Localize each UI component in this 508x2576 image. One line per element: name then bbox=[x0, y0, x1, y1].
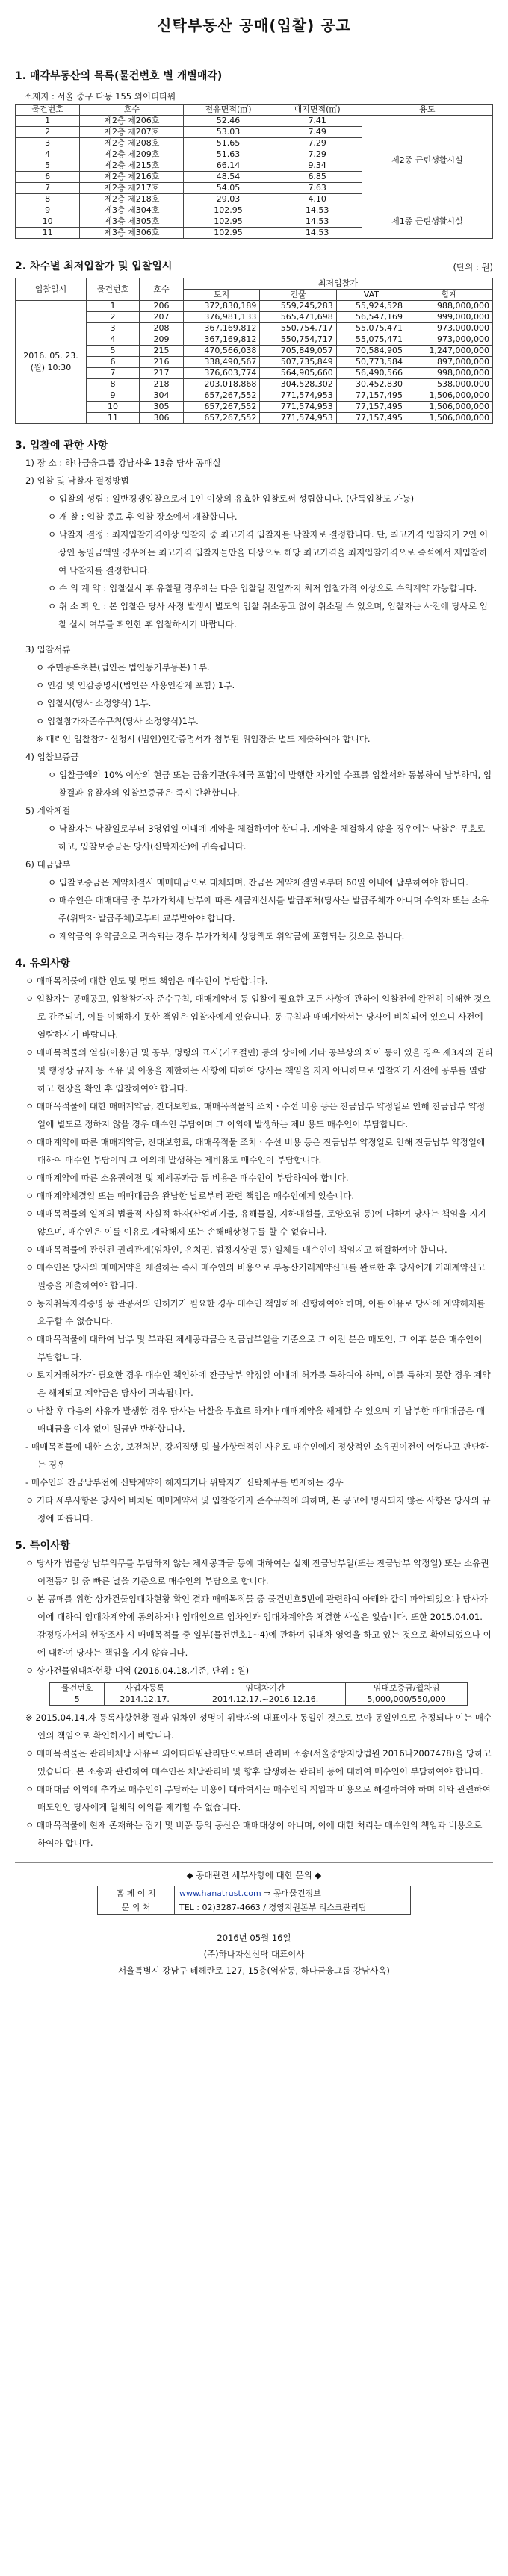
table-cell: 215 bbox=[140, 346, 184, 357]
notice-item: ㅇ 낙찰 후 다음의 사유가 발생할 경우 당사는 낙찰을 무효로 하거나 매매계약을 해제할 수 있으며 기 납부한 매매대금은 매매대금을 이자 없이 원금만 반환합니다. bbox=[25, 1406, 486, 1434]
table-header-cell: 대지면적(㎡) bbox=[273, 105, 362, 116]
notice-item: ㅇ 매매목적물에 대한 인도 및 명도 책임은 매수인이 부담합니다. bbox=[25, 976, 268, 986]
use-cell: 제1종 근린생활시설 bbox=[362, 205, 492, 239]
text-line: ㅇ 수 의 계 약 : 입찰실시 후 유찰될 경우에는 다음 입찰일 전일까지 최저 입찰가격 이상으로 수의계약 가능합니다. bbox=[48, 583, 477, 593]
text-line: ㅇ 낙찰자 결정 : 최저입찰가격이상 입찰자 중 최고가격 입찰자를 낙찰자로 결정합니다. 단, 최고가격 입찰자가 2인 이상인 동일금액일 경우에는 최고가격 입찰자들만을 대상으로 해당 최고가격을 최저입찰가격으로 즉석에서 재입찰하여 낙찰자를 결정합니다. bbox=[48, 529, 489, 576]
lease-header-cell: 물건번호 bbox=[50, 1683, 105, 1694]
notice-item: ㅇ 농지취득자격증명 등 관공서의 인허가가 필요한 경우 매수인 책임하에 진행하여야 하며, 이를 이유로 당사에 계약해제를 요구할 수 없습니다. bbox=[25, 1298, 486, 1326]
section-3-body bbox=[15, 454, 493, 945]
special-item: ㅇ 매매목적물은 관리비체납 사유로 외이티타워관리단으로부터 관리비 소송(서울중앙지방법원 2016나2007478)을 당하고 있습니다. 본 소송과 관련하여 매수인은 체납관리비 및 향후 발생하는 관리비 등에 대하여 매수인이 부담하여야 합니다. bbox=[25, 1748, 492, 1777]
table-cell: 657,267,552 bbox=[184, 413, 260, 424]
header-bldg: 건물 bbox=[260, 290, 336, 301]
table-row bbox=[16, 334, 493, 346]
homepage-link[interactable]: www.hanatrust.com bbox=[179, 1889, 261, 1898]
table-cell: 897,000,000 bbox=[406, 357, 493, 368]
table-cell: 제2층 제208호 bbox=[80, 138, 184, 149]
header-date: 입찰일시 bbox=[16, 278, 87, 301]
contact-value: TEL : 02)3287-4663 / 경영지원본부 리스크관리팀 bbox=[175, 1900, 411, 1915]
table-cell: 1,247,000,000 bbox=[406, 346, 493, 357]
table-cell: 102.95 bbox=[184, 228, 273, 239]
table-cell: 3 bbox=[87, 323, 140, 334]
table-cell: 218 bbox=[140, 379, 184, 390]
notice-item: ㅇ 매매계약체결일 또는 매매대금을 완납한 날로부터 관련 책임은 매수인에게 있습니다. bbox=[25, 1191, 355, 1201]
unit-label: (단위 : 원) bbox=[453, 262, 493, 272]
table-cell: 4 bbox=[87, 334, 140, 346]
table-cell: 207 bbox=[140, 312, 184, 323]
table-cell: 657,267,552 bbox=[184, 390, 260, 402]
section-3-heading: 3. 입찰에 관한 사항 bbox=[15, 440, 108, 452]
table-cell: 376,981,133 bbox=[184, 312, 260, 323]
special-item: ㅇ 본 공매를 위한 상가건물임대차현황 확인 결과 매매목적물 중 물건번호5번에 관련하여 아래와 같이 파악되었으나 당사가 이에 대하여 임대차계약에 동의하거나 임대인으로 임차인과 임대차계약을 체결한 사실은 없습니다. 또한 2015.04.01. 감정평가서의 현장조사 시 매매목적물 중 일부(물건번호1~4)에 관하여 임대차 영업을 하고 있는 것으로 확인되었으나 이에 대하여 당사는 책임을 지지 않습니다. bbox=[25, 1594, 492, 1658]
table-cell: 66.14 bbox=[184, 160, 273, 172]
table-cell: 30,452,830 bbox=[336, 379, 406, 390]
lease-cell: 5 bbox=[50, 1694, 105, 1706]
table-cell: 507,735,849 bbox=[260, 357, 336, 368]
table-row bbox=[16, 402, 493, 413]
table-row bbox=[16, 312, 493, 323]
text-line: ㅇ 입찰서(당사 소정양식) 1부. bbox=[36, 698, 152, 708]
table-cell: 559,245,283 bbox=[260, 301, 336, 312]
table-cell: 56,490,566 bbox=[336, 368, 406, 379]
table-cell: 3 bbox=[16, 138, 80, 149]
notice-item: ㅇ 매매계약에 따른 소유권이전 및 제세공과금 등 비용은 매수인이 부담하여야 합니다. bbox=[25, 1173, 349, 1183]
table-cell: 제3층 제305호 bbox=[80, 216, 184, 228]
table-cell: 55,075,471 bbox=[336, 323, 406, 334]
table-cell: 51.65 bbox=[184, 138, 273, 149]
table-cell: 4 bbox=[16, 149, 80, 160]
table-cell: 999,000,000 bbox=[406, 312, 493, 323]
table-cell: 988,000,000 bbox=[406, 301, 493, 312]
table-cell: 제3층 제304호 bbox=[80, 205, 184, 216]
table-cell: 55,075,471 bbox=[336, 334, 406, 346]
notice-item: ㅇ 매매목적물의 열실(이용)권 및 공부, 명령의 표시(기조절면) 등의 상이에 기타 공부상의 차이 등이 있을 경우 제3자의 권리 및 행정상 규제 등 소유 및 이용을 제한하는 사항에 대하여 당사는 책임을 지지 아니하므로 입찰자가 사전에 공부를 열람하고 현장을 확인 후 입찰하여야 합니다. bbox=[25, 1047, 493, 1094]
section-4-body bbox=[15, 972, 493, 1527]
table-cell: 제2층 제209호 bbox=[80, 149, 184, 160]
text-line: ※ 대리인 입찰참가 신청시 (법인)인감증명서가 첨부된 위임장을 별도 제출하여야 합니다. bbox=[36, 734, 371, 744]
table-header-cell: 물건번호 bbox=[16, 105, 80, 116]
special-item: ※ 2015.04.14.자 등록사항현황 결과 임차인 성명이 위탁자의 대표이사 동일인 것으로 보아 동일인으로 추정되나 이는 매수인의 책임으로 확인하시기 바랍니다. bbox=[25, 1712, 492, 1741]
table-cell: 102.95 bbox=[184, 205, 273, 216]
table-cell: 306 bbox=[140, 413, 184, 424]
table-cell: 102.95 bbox=[184, 216, 273, 228]
table-cell: 7.29 bbox=[273, 138, 362, 149]
notice-item: - 매매목적물에 대한 소송, 보전처분, 강제집행 및 불가항력적인 사유로 매수인에게 정상적인 소유권이전이 어렵다고 판단하는 경우 bbox=[25, 1441, 489, 1470]
text-line: ㅇ 계약금의 위약금으로 귀속되는 경우 부가가치세 상당액도 위약금에 포함되는 것으로 봅니다. bbox=[48, 931, 405, 941]
table-cell: 10 bbox=[16, 216, 80, 228]
table-cell: 11 bbox=[87, 413, 140, 424]
table-cell: 1 bbox=[87, 301, 140, 312]
company-name: (주)하나자산신탁 대표이사 bbox=[203, 1949, 305, 1959]
notice-item: ㅇ 매매목적물에 대하여 납부 및 부과된 제세공과금은 잔금납부일을 기준으로 그 이전 분은 매도인, 그 이후 분은 매수인이 부담합니다. bbox=[25, 1334, 483, 1362]
special-item: ㅇ 매매대금 이외에 추가로 매수인이 부담하는 비용에 대하여서는 매수인의 책임과 비용으로 해결하여야 하며 이와 관련하여 매도인인 당사에게 일체의 이의를 제기할 수 없습니다. bbox=[25, 1784, 491, 1812]
table-cell: 9 bbox=[16, 205, 80, 216]
table-cell: 14.53 bbox=[273, 205, 362, 216]
table-cell: 538,000,000 bbox=[406, 379, 493, 390]
contact-label: 문 의 처 bbox=[98, 1900, 175, 1915]
table-row bbox=[16, 346, 493, 357]
table-cell: 7.49 bbox=[273, 127, 362, 138]
table-cell: 771,574,953 bbox=[260, 402, 336, 413]
table-cell: 제2층 제216호 bbox=[80, 172, 184, 183]
notice-item: ㅇ 입찰자는 공매공고, 입찰참가자 준수규칙, 매매계약서 등 입찰에 필요한 모든 사항에 관하여 입찰전에 완전히 이해한 것으로 간주되며, 이를 이해하지 못한 책임은 입찰자에게 있습니다. 동 규칙과 매매계약서는 당사에 비치되어 있으니 사전에 열람하시기 바랍니다. bbox=[25, 994, 491, 1040]
inquiry-heading: ◆ 공매관련 세부사항에 대한 문의 ◆ bbox=[186, 1870, 322, 1880]
table-cell: 7 bbox=[16, 183, 80, 194]
lease-table bbox=[49, 1682, 468, 1706]
use-cell: 제2종 근린생활시설 bbox=[362, 116, 492, 205]
text-line: ㅇ 낙찰자는 낙찰일로부터 3영업일 이내에 계약을 체결하여야 합니다. 계약을 체결하지 않을 경우에는 낙찰은 무효로 하고, 입찰보증금은 당사(신탁재산)에 귀속됩니다. bbox=[48, 823, 486, 852]
table-cell: 55,924,528 bbox=[336, 301, 406, 312]
table-row bbox=[16, 116, 493, 127]
table-cell: 565,471,698 bbox=[260, 312, 336, 323]
table-cell: 8 bbox=[87, 379, 140, 390]
table-cell: 2 bbox=[87, 312, 140, 323]
homepage-label: 홈 페 이 지 bbox=[98, 1886, 175, 1900]
table-cell: 7.29 bbox=[273, 149, 362, 160]
table-cell: 1 bbox=[16, 116, 80, 127]
table-cell: 77,157,495 bbox=[336, 402, 406, 413]
notice-item: ㅇ 매매목적물에 대한 매매계약금, 잔대보험료, 매매목적물의 조치ㆍ수선 비용 등은 잔금납부 약정일로 인해 잔금납부 약정일에 별도로 정하지 않을 경우 매수인 부담이며 그 이외에 발생하는 제비용도 매수인이 부담합니다. bbox=[25, 1101, 486, 1129]
table-cell: 6.85 bbox=[273, 172, 362, 183]
text-line: ㅇ 개 찰 : 입찰 종료 후 입찰 장소에서 개찰합니다. bbox=[48, 511, 238, 522]
table-cell: 771,574,953 bbox=[260, 390, 336, 402]
text-line: ㅇ 취 소 확 인 : 본 입찰은 당사 사정 발생시 별도의 입찰 취소공고 없이 취소될 수 있으며, 입찰자는 사전에 당사로 입찰 실시 여부를 확인한 후 입찰하시기 바랍니다. bbox=[48, 601, 488, 629]
section-5-body bbox=[15, 1554, 493, 1680]
section-5-body-2 bbox=[15, 1709, 493, 1852]
table-cell: 304 bbox=[140, 390, 184, 402]
text-line: 3) 입찰서류 bbox=[25, 644, 71, 655]
text-line: ㅇ 입찰의 성립 : 일반경쟁입찰으로서 1인 이상의 유효한 입찰로써 성립합니다. (단독입찰도 가능) bbox=[48, 493, 415, 504]
company-address: 서울특별시 강남구 테헤란로 127, 15층(역삼동, 하나금융그룹 강남사옥) bbox=[118, 1965, 390, 1976]
text-line: ㅇ 입찰금액의 10% 이상의 현금 또는 금융기관(우체국 포함)이 발행한 자기앞 수표를 입찰서와 동봉하여 납부하며, 입찰결과 유찰자의 입찰보증금은 즉시 반환합니다. bbox=[48, 770, 492, 798]
table-cell: 367,169,812 bbox=[184, 323, 260, 334]
table-cell: 209 bbox=[140, 334, 184, 346]
contact-table bbox=[97, 1886, 411, 1915]
table-cell: 372,830,189 bbox=[184, 301, 260, 312]
table-cell: 53.03 bbox=[184, 127, 273, 138]
notice-date: 2016년 05월 16일 bbox=[217, 1933, 291, 1943]
table-row bbox=[16, 301, 493, 312]
section-2-heading: 2. 차수별 최저입찰가 및 입찰일시 bbox=[15, 261, 173, 272]
table-cell: 367,169,812 bbox=[184, 334, 260, 346]
table-cell: 77,157,495 bbox=[336, 390, 406, 402]
header-ho: 호수 bbox=[140, 278, 184, 301]
table-row bbox=[16, 368, 493, 379]
table-cell: 1,506,000,000 bbox=[406, 390, 493, 402]
lease-cell: 2014.12.17.~2016.12.16. bbox=[185, 1694, 345, 1706]
table-cell: 14.53 bbox=[273, 228, 362, 239]
header-no: 물건번호 bbox=[87, 278, 140, 301]
header-land: 토지 bbox=[184, 290, 260, 301]
table-cell: 5 bbox=[16, 160, 80, 172]
table-cell: 70,584,905 bbox=[336, 346, 406, 357]
lease-cell: 2014.12.17. bbox=[105, 1694, 185, 1706]
table-cell: 1,506,000,000 bbox=[406, 413, 493, 424]
table-cell: 206 bbox=[140, 301, 184, 312]
table-cell: 48.54 bbox=[184, 172, 273, 183]
table-cell: 5 bbox=[87, 346, 140, 357]
property-list-table bbox=[15, 104, 493, 239]
table-cell: 216 bbox=[140, 357, 184, 368]
text-line: ㅇ 매수인은 매매대금 중 부가가치세 납부에 따른 세금계산서를 발급후처(당사는 발급주체가 아니며 수익자 또는 소유주(위탁자 발급주체)로부터 교부받아야 합니다. bbox=[48, 895, 489, 923]
table-row bbox=[16, 205, 493, 216]
table-header-cell: 전유면적(㎡) bbox=[184, 105, 273, 116]
bid-date-cell: 2016. 05. 23. (월) 10:30 bbox=[16, 301, 87, 424]
location-text: 소재지 : 서울 중구 다동 155 외이티타워 bbox=[24, 91, 176, 102]
section-1-heading: 1. 매각부동산의 목록(물건번호 별 개별매각) bbox=[15, 70, 223, 82]
spacer bbox=[15, 633, 493, 640]
table-cell: 29.03 bbox=[184, 194, 273, 205]
table-cell: 208 bbox=[140, 323, 184, 334]
special-item: ㅇ 상가건물임대차현황 내역 (2016.04.18.기준, 단위 : 원) bbox=[25, 1665, 250, 1676]
table-row bbox=[16, 323, 493, 334]
table-cell: 제3층 제306호 bbox=[80, 228, 184, 239]
table-cell: 제2층 제215호 bbox=[80, 160, 184, 172]
text-line: ㅇ 입찰보증금은 계약체결시 매매대금으로 대체되며, 잔금은 계약체결일로부터 60일 이내에 납부하여야 합니다. bbox=[48, 877, 468, 888]
table-cell: 203,018,868 bbox=[184, 379, 260, 390]
special-item: ㅇ 매매목적물에 현재 존재하는 집기 및 비품 등의 동산은 매매대상이 아니며, 이에 대한 처리는 매수인의 책임과 비용으로 하여야 합니다. bbox=[25, 1820, 483, 1848]
text-line: 6) 대금납부 bbox=[25, 859, 71, 870]
table-cell: 7.63 bbox=[273, 183, 362, 194]
table-row bbox=[16, 357, 493, 368]
table-cell: 56,547,169 bbox=[336, 312, 406, 323]
table-cell: 9 bbox=[87, 390, 140, 402]
table-cell: 제2층 제218호 bbox=[80, 194, 184, 205]
table-cell: 제2층 제217호 bbox=[80, 183, 184, 194]
notice-item: ㅇ 기타 세부사항은 당사에 비치된 매매계약서 및 입찰참가자 준수규칙에 의하며, 본 공고에 명시되지 않은 사항은 당사의 규정에 따릅니다. bbox=[25, 1495, 491, 1524]
text-line: ㅇ 입찰참가자준수규칙(당사 소정양식)1부. bbox=[36, 716, 199, 726]
lease-header-cell: 사업자등록 bbox=[105, 1683, 185, 1694]
lease-header-cell: 임대보증금/월차임 bbox=[346, 1683, 468, 1694]
table-cell: 6 bbox=[87, 357, 140, 368]
table-cell: 705,849,057 bbox=[260, 346, 336, 357]
table-row bbox=[16, 379, 493, 390]
table-cell: 11 bbox=[16, 228, 80, 239]
table-cell: 7.41 bbox=[273, 116, 362, 127]
section-5-heading: 5. 특이사항 bbox=[15, 1540, 71, 1552]
special-item: ㅇ 당사가 법률상 납부의무를 부담하지 않는 제세공과금 등에 대하여는 실제 잔금납부일(또는 잔금납부 약정일) 또는 소유권이전등기일 중 빠른 날을 기준으로 매수인의 부담으로 합니다. bbox=[25, 1558, 489, 1586]
text-line: 4) 입찰보증금 bbox=[25, 752, 79, 762]
table-cell: 77,157,495 bbox=[336, 413, 406, 424]
table-cell: 998,000,000 bbox=[406, 368, 493, 379]
section-4-heading: 4. 유의사항 bbox=[15, 958, 71, 970]
table-cell: 7 bbox=[87, 368, 140, 379]
table-cell: 4.10 bbox=[273, 194, 362, 205]
table-cell: 52.46 bbox=[184, 116, 273, 127]
table-cell: 550,754,717 bbox=[260, 334, 336, 346]
header-total: 합계 bbox=[406, 290, 493, 301]
table-cell: 2 bbox=[16, 127, 80, 138]
table-cell: 제2층 제206호 bbox=[80, 116, 184, 127]
table-cell: 338,490,567 bbox=[184, 357, 260, 368]
table-cell: 8 bbox=[16, 194, 80, 205]
table-cell: 973,000,000 bbox=[406, 323, 493, 334]
lease-cell: 5,000,000/550,000 bbox=[346, 1694, 468, 1706]
price-table bbox=[15, 278, 493, 424]
text-line: ㅇ 주민등록초본(법인은 법인등기부등본) 1부. bbox=[36, 662, 210, 673]
table-cell: 376,603,774 bbox=[184, 368, 260, 379]
text-line: 2) 입찰 및 낙찰자 결정방법 bbox=[25, 475, 129, 486]
table-cell: 304,528,302 bbox=[260, 379, 336, 390]
text-line: 1) 장 소 : 하나금융그룹 강남사옥 13층 당사 공매실 bbox=[25, 458, 221, 468]
page-title: 신탁부동산 공매(입찰) 공고 bbox=[157, 16, 351, 34]
table-cell: 550,754,717 bbox=[260, 323, 336, 334]
table-cell: 6 bbox=[16, 172, 80, 183]
table-cell: 14.53 bbox=[273, 216, 362, 228]
table-header-cell: 호수 bbox=[80, 105, 184, 116]
table-cell: 50,773,584 bbox=[336, 357, 406, 368]
notice-item: ㅇ 매매목적물의 일체의 법률적 사실적 하자(산업폐기물, 유해물질, 지하매설물, 토양오염 등)에 대하여 당사는 책임을 지지 않으며, 매수인은 이를 이유로 계약해제 또는 손해배상청구를 할 수 없습니다. bbox=[25, 1209, 486, 1237]
table-cell: 217 bbox=[140, 368, 184, 379]
notice-item: - 매수인의 잔금납부전에 신탁계약이 해지되거나 위탁자가 신탁채무를 변제하는 경우 bbox=[25, 1477, 344, 1488]
notice-item: ㅇ 매수인은 당사의 매매계약을 체결하는 즉시 매수인의 비용으로 부동산거래계약신고를 완료한 후 당사에게 거래계약신고필증을 제출하여야 합니다. bbox=[25, 1262, 486, 1291]
table-cell: 51.63 bbox=[184, 149, 273, 160]
notice-item: ㅇ 토지거래허가가 필요한 경우 매수인 책임하에 잔금납부 약정일 이내에 허가를 득하여야 하며, 이를 득하지 못한 경우 계약은 해제되고 계약금은 당사에 귀속됩니다. bbox=[25, 1370, 491, 1398]
lease-header-cell: 임대차기간 bbox=[185, 1683, 345, 1694]
notice-item: ㅇ 매매목적물에 관련된 권리관계(임차인, 유치권, 법정지상권 등) 일체를 매수인이 책임지고 해결하여야 합니다. bbox=[25, 1244, 447, 1255]
notice-page bbox=[15, 0, 493, 1979]
table-cell: 제2층 제207호 bbox=[80, 127, 184, 138]
table-header-cell: 용도 bbox=[362, 105, 492, 116]
table-row bbox=[16, 413, 493, 424]
table-cell: 305 bbox=[140, 402, 184, 413]
table-cell: 657,267,552 bbox=[184, 402, 260, 413]
table-cell: 973,000,000 bbox=[406, 334, 493, 346]
table-row bbox=[16, 390, 493, 402]
table-cell: 54.05 bbox=[184, 183, 273, 194]
table-cell: 10 bbox=[87, 402, 140, 413]
header-vat: VAT bbox=[336, 290, 406, 301]
header-min-price: 최저입찰가 bbox=[184, 278, 493, 290]
text-line: 5) 계약체결 bbox=[25, 805, 71, 816]
homepage-sub: ⇒ 공매물건정보 bbox=[264, 1889, 321, 1898]
table-cell: 771,574,953 bbox=[260, 413, 336, 424]
text-line: ㅇ 인감 및 인감증명서(법인은 사용인감계 포함) 1부. bbox=[36, 680, 235, 690]
table-cell: 9.34 bbox=[273, 160, 362, 172]
table-cell: 1,506,000,000 bbox=[406, 402, 493, 413]
notice-item: ㅇ 매매계약에 따른 매매계약금, 잔대보험료, 매매목적물 조치ㆍ수선 비용 등은 잔금납부 약정일로 인해 잔금납부 약정일에 대하여 매수인 부담이며 그 이외에 발생하는 제비용도 매수인이 부담합니다. bbox=[25, 1137, 486, 1165]
table-cell: 470,566,038 bbox=[184, 346, 260, 357]
table-cell: 564,905,660 bbox=[260, 368, 336, 379]
